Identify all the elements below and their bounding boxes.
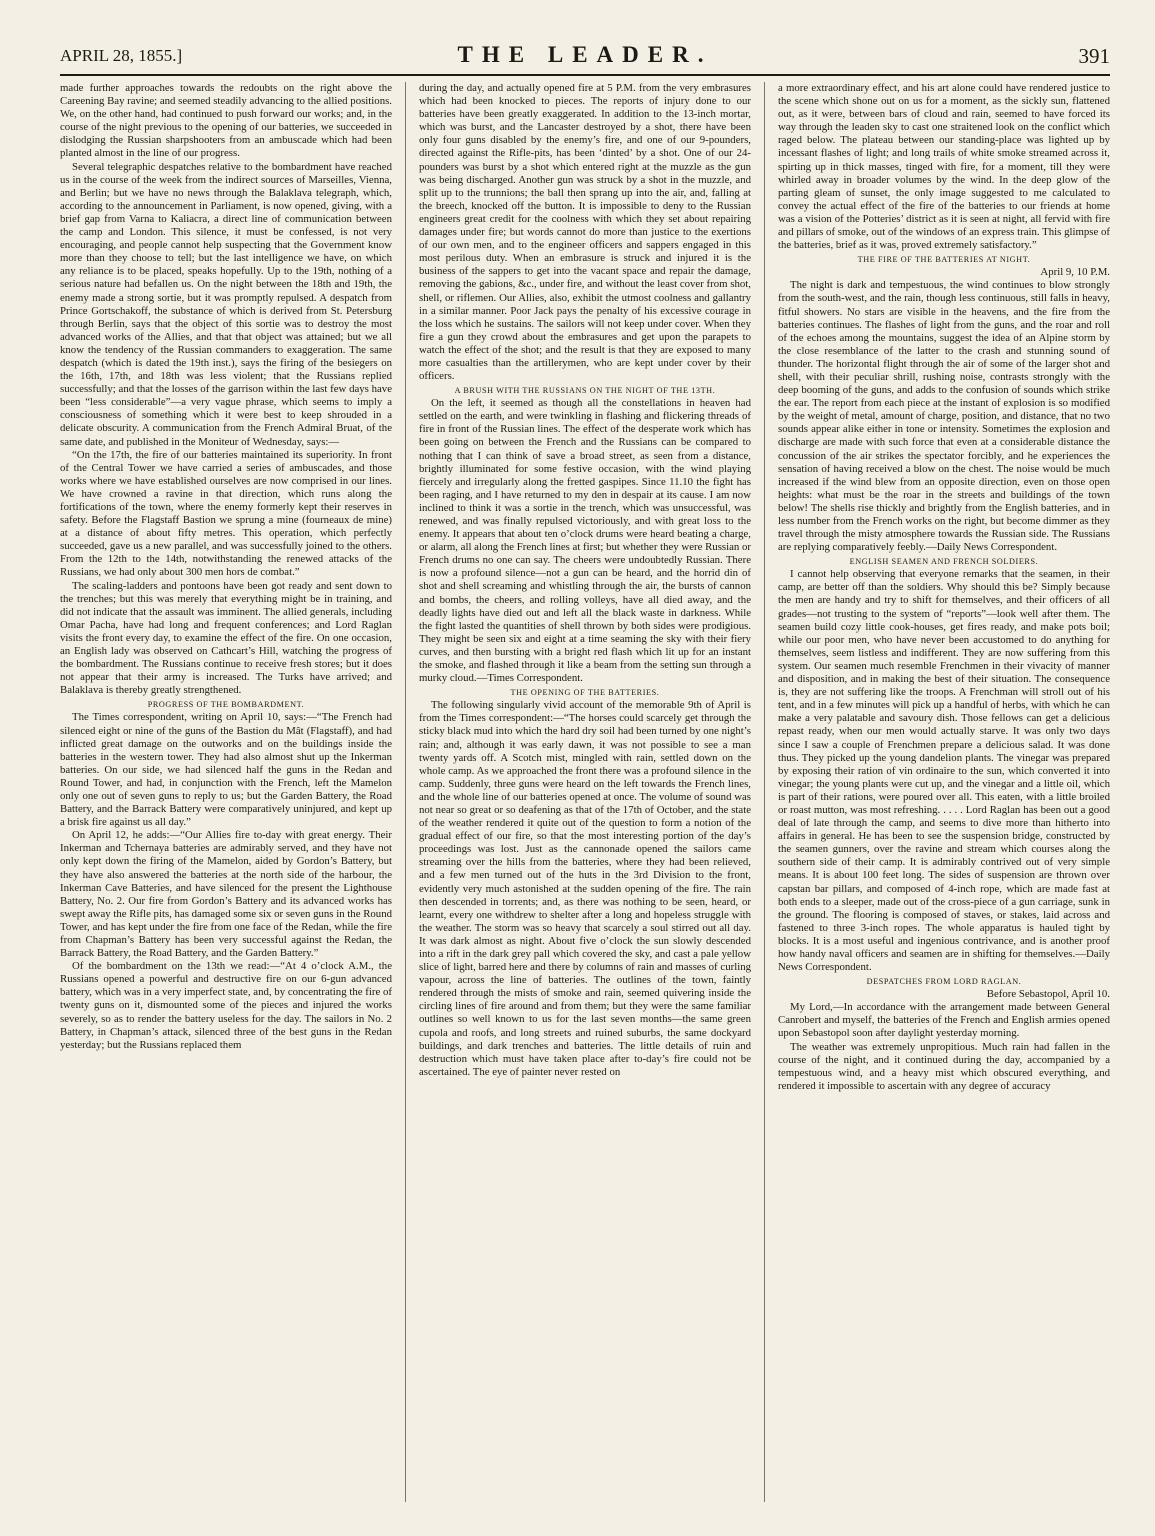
column-rule (405, 82, 406, 1502)
section-heading: PROGRESS OF THE BOMBARDMENT. (147, 700, 305, 710)
masthead-title: THE LEADER. (457, 42, 713, 67)
column-1 (60, 82, 392, 1502)
paragraph: a more extraordinary effect, and his art alone could have rendered justice to the scene which shone out on us for a moment, as the sickly sun, flattened out, as it were, between bars of cloud and rain, seemed to have forced its way through the leaden sky to cast one straitened look on the conflict which raged below. The plateau between our standing-place was lighted up by incessant flashes of light; and long trails of white smoke streamed across it, spirting up in thick masses, tinged with fire, for a moment, till they were whirled away in broader volumes by the wind. In the deep glow of the parting gleam of sunset, the only image suggested to me calculated to convey the actual effect of the fire of the batteries to our friends at home was a vision of the Potteries’ district as it is seen at night, all fervid with fire and pillars of smoke, out of the windows of an express train. This glimpse of the batteries, brief as it was, proved extremely satisfactory.” (778, 82, 1110, 252)
section-heading: ENGLISH SEAMEN AND FRENCH SOLDIERS. (849, 557, 1039, 567)
paragraph: I cannot help observing that everyone remarks that the seamen, in their camp, are better off than the soldiers. Why should this be? Simply because the men are handy and try to shift for themselves, and their officers of all grades—not trusting to the system of “reports”—look well after them. The seamen build cozy little cook-houses, get fires ready, and make pots boil; while our poor men, who have never been accustomed to do anything for themselves, seem listless and indifferent. They are now suffering from this system. Our seamen much resemble Frenchmen in their vivacity of manner and disposition, and in making the best of their situation. The consequence is, they are not suffering like the troops. A Frenchman will stroll out of his tent, and in a few minutes will pick up a handful of herbs, with which he can make a very palatable and savoury dish. Those fellows can get a delicious repast ready, when our men would actually starve. It was only two days since I saw a couple of Frenchmen prepare a delicious salad. It was done thus. They picked up the young dandelion plants. The vinegar was prepared by exposing their ration of vin ordinaire to the sun, which converted it into vinegar; the young plants were cut up, and the vinegar and a little oil, which is part of their rations, were poured over all. This eaten, with a little broiled or roast mutton, was most refreshing. . . . . Lord Raglan has been out a good deal of late through the camp, and seems to dive more than hitherto into affairs in general. He has been to see the suspension bridge, constructed by the seamen gunners, over the ravine and stream which courses along the southern side of their camp. It is admirably contrived out of very simple means. It is about 100 feet long. The sides of suspension are thrown over capstan bar pillars, and composed of 4-inch rope, which are made fast at both ends to a sleeper, made out of the cross-piece of a gun carriage, sunk in the ground. The flooring is composed of staves, or stakes, laid across and fastened to three 3-inch ropes. The whole apparatus is hauled tight by blocks. It is a most useful and ingenious contrivance, and is another proof how handy naval officers and seamen are in shifting for themselves.—Daily News Correspondent. (778, 568, 1110, 974)
paragraph: On the left, it seemed as though all the constellations in heaven had settled on the earth, and were twinkling in flashing and flickering threads of fire in front of the Russian lines. The effect of the desperate work which has been going on between the French and the Russians can be compared to nothing that I can think of save a broad street, as seen from a distance, brightly illuminated for some festive occasion, with the wind playing fiercely and irregularly along the fretted gaspipes. Since 11.10 the fight has been raging, and I have returned to my den in despair at its cause. I am now inclined to think it was a sortie in the trench, which was unsuccessful, was renewed, and was finally repulsed victoriously, and with great loss to the enemy. It appears that about ten o’clock drums were heard beating a charge, or alarm, all along the French lines at first; but whether they were Russian or French drums no one can say. The cheers were undoubtedly Russian. There is now a profound silence—not a gun can be heard, and the horrid din of shot and shell screaming and whistling through the air, the bursts of cannon and bombs, the cheers, and rolling volleys, have all died away, and the deadly lights have died out and left all the black waste in darkness. While the fight lasted the quantities of shell thrown by both sides were prodigious. They might be seen six and eight at a time seaming the sky with their fiery curves, and then bursting with a bright red flash which lit up for an instant the smoke, and flashed through it like a beam from the setting sun through a murky cloud.—Times Correspondent. (419, 397, 751, 685)
paragraph: The following singularly vivid account of the memorable 9th of April is from the Times correspondent:—“The horses could scarcely get through the sticky black mud into which the hard dry soil had been turned by one night’s rain; and, although it was early dawn, it was not possible to see a man twenty yards off. A Scotch mist, mingled with rain, settled down on the whole camp. As we approached the front there was a profound silence in the camp. Suddenly, three guns were heard on the left towards the French lines, and the whole line of our batteries opened at once. The volume of sound was not near so great or so deafening as that of the 17th of October, and the state of the weather rendered it quite out of the question to form a notion of the gradual effect of our fire, so that the most interesting portion of the day’s proceedings was lost. Just as the cannonade opened the sailors came streaming over the hills from the batteries, where they had been relieved, and a few men turned out of the huts in the 3rd Division to the front, evidently very much astonished at the sudden opening of the fire. The rain then descended in torrents; and, as there was nothing to be seen, heard, or learnt, every one withdrew to shelter after a long and hopeless struggle with the weather. The storm was so heavy that scarcely a soul stirred out all day. It was dark almost as night. About five o’clock the sun slowly descended into a rift in the dark grey pall which covered the sky, and cast a pale yellow slice of light, barred here and there by columns of rain and masses of curling vapour, across the line of batteries. The outlines of the town, faintly rendered through the mists of smoke and rain, seemed quivering inside the circling lines of fire around and from them; but they were the same familiar outlines so well known to us for the last seven months—the same green cupola and roofs, and long streets and ruined suburbs, the same dockyard buildings, and dark trenches and batteries. The little details of ruin and destruction which must have taken place after to-day’s fire could not be ascertained. The eye of painter never rested on (419, 699, 751, 1078)
dateline: Before Sebastopol, April 10. (986, 988, 1110, 1001)
column-rule (764, 82, 765, 1502)
columns (60, 82, 1110, 1502)
paragraph: My Lord,—In accordance with the arrangement made between General Canrobert and myself, the batteries of the French and English armies opened upon Sebastopol soon after daylight yesterday morning. (778, 1001, 1110, 1040)
paragraph: The weather was extremely unpropitious. Much rain had fallen in the course of the night, and it continued during the day, accompanied by a tempestuous wind, and a heavy mist which obscured everything, and rendered it impossible to ascertain with any degree of accuracy (778, 1040, 1110, 1092)
paragraph: Several telegraphic despatches relative to the bombardment have reached us in the course of the week from the indirect sources of Marseilles, Vienna, and Berlin; but we have no news through the Balaklava telegraph, which, according to the announcement in Parliament, is now opened, giving, with a brief gap from Varna to Kaliacra, a direct line of communication between the camp and London. This silence, it must be confessed, is not very encouraging, and people cannot help suspecting that the Government know more than they choose to tell; but the last intelligence we have, on which any reliance is to be placed, speaks hopefully. Up to the 19th, nothing of a serious nature had befallen us. On the night between the 18th and 19th, the enemy made a strong sortie, but it was promptly repulsed. A despatch from Prince Gortschakoff, the substance of which is derived from St. Petersburg through Berlin, says that the object of this sortie was to destroy the most advanced works of the Allies, and that that object was attained; but we all know the tendency of the Russian commanders to exaggeration. The same despatch (which is dated the 19th inst.), says the firing of the besiegers on the 16th, 17th, and 18th was less violent; that the Russians replied successfully; and that the losses of the garrison within the last few days have been “less considerable”—a very vague phrase, which seems to imply a consciousness of something which it were best to keep shrouded in a delicate obscurity. A communication from the French Admiral Bruat, of the same date, and published in the Moniteur of Wednesday, says:— (60, 160, 392, 448)
page-header (60, 38, 1110, 76)
section-heading: DESPATCHES FROM LORD RAGLAN. (866, 977, 1022, 987)
section-heading: THE OPENING OF THE BATTERIES. (510, 688, 660, 698)
column-2 (419, 82, 751, 1502)
paragraph: On April 12, he adds:—“Our Allies fire to-day with great energy. Their Inkerman and Tchernaya batteries are admirably served, and they have not only kept down the firing of the Mamelon, aided by Gordon’s Battery, but they have also answered the batteries at the north side of the harbour, the Inkerman Cave Batteries, and have silenced for the present the Lighthouse Battery, No. 2. Our fire from Gordon’s Battery and its advanced works has swept away the Rifle pits, has damaged some six or seven guns in the Round Tower, and has kept under the fire from one face of the Redan, while the fire from Chapman’s Battery has been very successful against the Redan, the Barrack Battery, the Road Battery, and the Garden Battery.” (60, 829, 392, 960)
page-number: 391 (1078, 44, 1110, 68)
paragraph: The Times correspondent, writing on April 10, says:—“The French had silenced eight or nine of the guns of the Bastion du Mât (Flagstaff), and had inflicted great damage on the outworks and on the buildings inside the batteries in the western tower. They had also almost shut up the Inkerman batteries. On our side, we had silenced half the guns in the Redan and Round Tower, and had, in conjunction with the French, left the Mamelon only one out of seven guns to reply to us; but the Garden Battery, the Road Battery, and the Barrack Battery were comparatively uninjured, and kept up a brisk fire against us all day.” (60, 711, 392, 829)
paragraph: made further approaches towards the redoubts on the right above the Careening Bay ravine; and seemed steadily advancing to the allied positions. We, on the other hand, had continued to push forward our works; and, in the course of the night previous to the opening of our batteries, we succeeded in dislodging the Russian sharpshooters from an ambuscade which had been planted almost in the line of our progress. (60, 82, 392, 160)
paragraph: during the day, and actually opened fire at 5 P.M. from the very embrasures which had been knocked to pieces. The reports of injury done to our batteries have been greatly exaggerated. In addition to the 13-inch mortar, which was burst, and the Lancaster destroyed by a shot, there have been only four guns disabled by the enemy’s fire, and one of our 9-pounders, directed against the Rifle-pits, has been ‘dinted’ by a shot. One of our 24-pounders was burst by a shot which entered right at the muzzle as the gun was being discharged. Another gun was struck by a shot in the muzzle, and split up to the trunnions; the ball then sprang up into the air, and, falling at the breech, knocked off the button. It is impossible to deny to the Russian engineers great credit for the coolness with which they set about repairing damages under fire; but words cannot do more than justice to the exertions of our own men, and to the engineer officers and sappers engaged in this most perilous duty. When an embrasure is struck and injured it is the business of the sappers to get into the vacant space and repair the damage, removing the gabions, &c., under fire, and without the least cover from shot, shell, or riflemen. Our Allies, also, exhibit the utmost coolness and gallantry in a similar manner. Poor Jack pays the penalty of his excessive courage in the loss which he sustains. The sailors will not keep under cover. When they fire a gun they crowd about the embrasures and get upon the parapets to watch the effect of the shot; and the result is that they are exposed to many more casualties than the artillerymen, who are kept under cover by their officers. (419, 82, 751, 383)
paragraph: Of the bombardment on the 13th we read:—“At 4 o’clock A.M., the Russians opened a powerful and destructive fire on our 6-gun advanced battery, which was in a very imperfect state, and, by concentrating the fire of twenty guns on it, dismounted some of the pieces and injured the works severely, so as to render the battery useless for the day. The sailors in No. 2 Battery, in Chapman’s attack, silenced three of the best guns in the Redan yesterday; but the Russians replaced them (60, 960, 392, 1051)
dateline: April 9, 10 P.M. (1040, 266, 1110, 279)
paragraph: The scaling-ladders and pontoons have been got ready and sent down to the trenches; but this was merely that everything might be in training, and did not indicate that the assault was imminent. The allied generals, including Omar Pacha, have had long and frequent conferences; and Lord Raglan visits the front every day, to examine the effect of the fire. On one occasion, an English lady was observed on Cathcart’s Hill, watching the progress of the bombardment. The Russians continue to receive fresh stores; but it does not appear that their army is increased. The Turks have arrived; and Balaklava is thereby greatly strengthened. (60, 579, 392, 697)
issue-date: APRIL 28, 1855.] (60, 46, 183, 65)
paragraph: “On the 17th, the fire of our batteries maintained its superiority. In front of the Central Tower we have carried a series of ambuscades, and those works where we have established ourselves are now comprised in our lines. We have crowned a ravine in that direction, which runs along the fortifications of the town, where the enemy formerly kept their reserves in safety. Before the Flagstaff Bastion we sprung a mine (fourneaux de mine) at a distance of about fifty metres. This operation, which perfectly succeeded, gave us a new parallel, and was successfully joined to the others. From the 12th to the 14th, notwithstanding the renewed attacks of the Russians, we had only about 300 men hors de combat.” (60, 448, 392, 579)
section-heading: THE FIRE OF THE BATTERIES AT NIGHT. (857, 255, 1031, 265)
paragraph: The night is dark and tempestuous, the wind continues to blow strongly from the south-west, and the rain, though less continuous, still falls in heavy, fitful showers. No stars are visible in the heavens, and the fire from the batteries continues. The flashes of light from the guns, and the roar and roll of the echoes among the mountains, suggest the idea of an Alpine storm by the close resemblance of the latter to the crash and stunning sound of thunder. The horizontal flight through the air of some of the larger shot and shell, with their peculiar shrill, rushing noise, contrasts strongly with the deep booming of the guns, and adds to the confusion of sounds which strike the ear. The report from each piece at the instant of explosion is so modified by the weight of metal, amount of charge, position, and distance, that no two sounds appear alike either in tone or intensity. Sometimes the explosion and discharge are made with such force that even at a considerable distance the concussion of the air strikes the spectator forcibly, and he experiences the sensation of having received a blow on the chest. The noise would be much increased if the wind blew from an opposite direction, even on those open heights: what must be the roar in the streets and buildings of the town below! The shells rise thickly and brightly from the English batteries, and in less number from the French works on the right, but become dimmer as they travel through the misty atmosphere towards the Russian side. The Russians are replying comparatively feebly.—Daily News Correspondent. (778, 279, 1110, 554)
section-heading: A BRUSH WITH THE RUSSIANS ON THE NIGHT OF THE 13TH. (454, 386, 716, 396)
column-3 (778, 82, 1110, 1502)
